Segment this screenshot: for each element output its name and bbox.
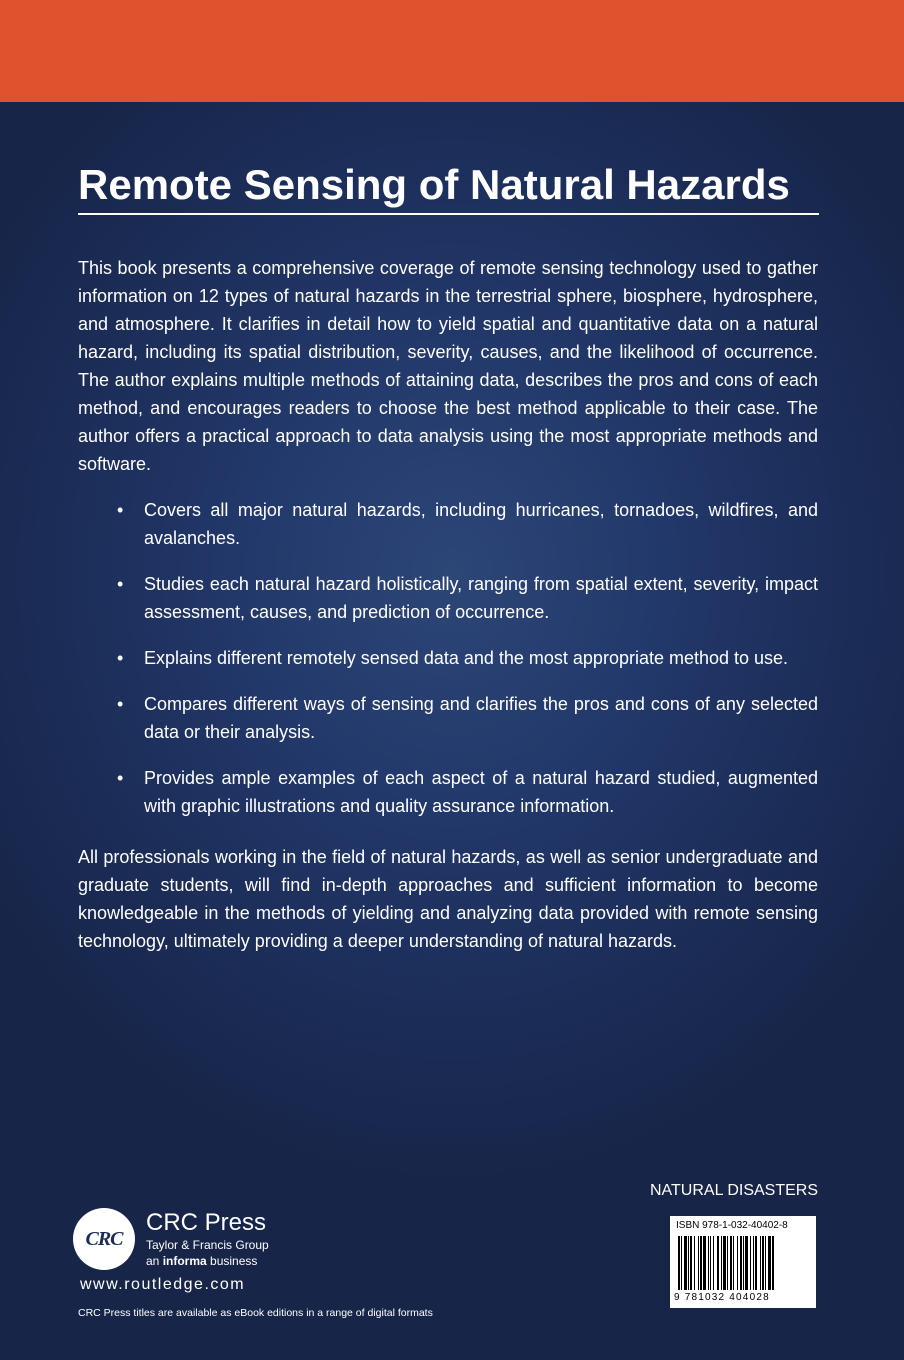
barcode-bar [753, 1236, 754, 1290]
barcode-bar [698, 1236, 699, 1290]
list-item [78, 644, 818, 672]
list-item [78, 496, 818, 552]
informa-bold: informa [162, 1254, 207, 1268]
barcode-bar [688, 1236, 689, 1290]
top-color-band [0, 0, 904, 102]
barcode-bar [717, 1236, 719, 1290]
barcode-bar [708, 1236, 709, 1290]
book-title: Remote Sensing of Natural Hazards [78, 161, 790, 208]
barcode-bar [768, 1236, 771, 1290]
publisher-informa [146, 1253, 269, 1269]
barcode-bar [700, 1236, 702, 1290]
list-item [78, 764, 818, 820]
barcode-bars [676, 1236, 810, 1290]
crc-press-logo [73, 1208, 135, 1270]
bullet-icon: • [117, 500, 124, 520]
publisher-block [146, 1209, 269, 1269]
logo-text: CRC [85, 1228, 123, 1250]
barcode-bar [740, 1236, 742, 1290]
barcode-digits: 9 781032 404028 [674, 1292, 770, 1303]
barcode-bar [710, 1236, 711, 1290]
barcode-bar [750, 1236, 751, 1290]
informa-suffix: business [206, 1254, 258, 1268]
barcode-bar [681, 1236, 682, 1290]
barcode-bar [733, 1236, 734, 1290]
intro-paragraph: This book presents a comprehensive coverage of remote sensing technology used to gather information on 12 types of natural hazards in the terrestrial sphere, biosphere, hydrosphere, and atmosphere. It clarifies in detail how to yield spatial and quantitative data on a natural hazard, including its spatial distribution, severity, causes, and the likelihood of occurrence. The author explains multiple methods of attaining data, describes the pros and cons of each method, and encourages readers to choose the best method applicable to their case. The author offers a practical approach to data analysis using the most appropriate methods and software. [78, 258, 818, 474]
list-item-text: Compares different ways of sensing and clarifies the pros and cons of any selected data or their analysis. [144, 694, 818, 742]
barcode-bar [737, 1236, 738, 1290]
barcode-bar [690, 1236, 692, 1290]
list-item [78, 690, 818, 746]
barcode-bar [760, 1236, 761, 1290]
bullet-icon: • [117, 574, 124, 594]
bullet-icon: • [117, 768, 124, 788]
isbn-barcode [670, 1216, 816, 1308]
barcode-bar [703, 1236, 706, 1290]
barcode-bar [727, 1236, 728, 1290]
list-item-text: Studies each natural hazard holistically, ranging from spatial extent, severity, impact assessment, causes, and prediction of occurrence. [144, 574, 818, 622]
barcode-bar [713, 1236, 714, 1290]
list-item-text: Covers all major natural hazards, including hurricanes, tornadoes, wildfires, and avalanches. [144, 500, 818, 548]
informa-prefix: an [146, 1254, 163, 1268]
list-item-text: Provides ample examples of each aspect of a natural hazard studied, augmented with graphic illustrations and quality assurance information. [144, 768, 818, 816]
barcode-bar [723, 1236, 726, 1290]
barcode-bar [765, 1236, 766, 1290]
barcode-bar [755, 1236, 757, 1290]
barcode-bar [721, 1236, 722, 1290]
barcode-bar [730, 1236, 732, 1290]
publisher-website[interactable]: www.routledge.com [80, 1276, 246, 1293]
publisher-name: CRC Press [146, 1209, 267, 1236]
list-item-text: Explains different remotely sensed data and the most appropriate method to use. [144, 648, 789, 668]
closing-paragraph: All professionals working in the field of natural hazards, as well as senior undergraduate and graduate students, will find in-depth approaches and sufficient information to become knowledgeable in the methods of yielding and analyzing data provided with remote sensing technology, ultimately providing a deeper understanding of natural hazards. [78, 847, 818, 951]
barcode-bar [745, 1236, 748, 1290]
ebook-note: CRC Press titles are available as eBook editions in a range of digital formats [78, 1307, 433, 1319]
bullet-icon: • [117, 648, 124, 668]
barcode-bar [772, 1236, 774, 1290]
list-item [78, 570, 818, 626]
barcode-bar [684, 1236, 687, 1290]
barcode-bar [743, 1236, 744, 1290]
barcode-bar [762, 1236, 764, 1290]
subject-category: NATURAL DISASTERS [649, 1182, 818, 1199]
isbn-label: ISBN 978-1-032-40402-8 [676, 1220, 788, 1231]
barcode-bar [694, 1236, 695, 1290]
barcode-bar [678, 1236, 680, 1290]
feature-list [78, 496, 818, 838]
bullet-icon: • [117, 694, 124, 714]
publisher-group: Taylor & Francis Group [146, 1238, 269, 1252]
title-underline [78, 213, 819, 215]
